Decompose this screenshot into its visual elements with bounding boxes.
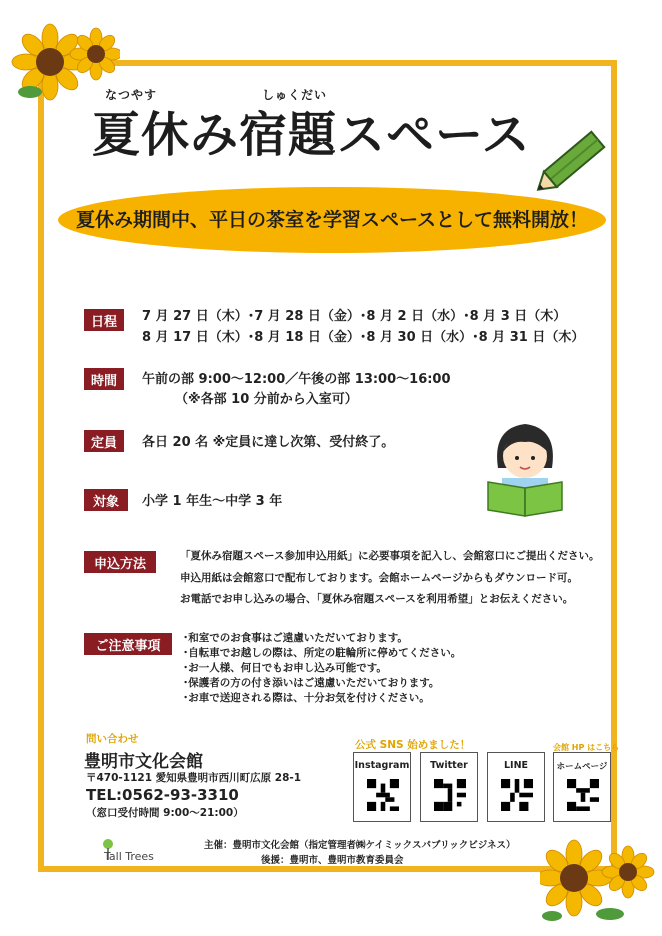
qr-label-instagram: Instagram <box>354 760 410 771</box>
qr-label-twitter: Twitter <box>430 760 468 771</box>
sunflower-bottom-right <box>540 832 655 928</box>
notes-line-2: ･自転車でお越しの際は、所定の駐輪所に停めてください。 <box>183 647 462 659</box>
time-label: 時間 <box>84 368 124 390</box>
sunflower-top-left <box>10 22 120 102</box>
contact-heading: 問い合わせ <box>86 733 139 745</box>
qr-code-icon <box>501 779 533 811</box>
contact-hours: （窓口受付時間 9:00～21:00） <box>86 807 244 819</box>
qr-code-icon <box>367 779 399 811</box>
apply-label: 申込方法 <box>84 551 156 573</box>
qr-card-homepage[interactable] <box>553 752 611 822</box>
schedule-line-2: 8 月 17 日（木）･8 月 18 日（金）･8 月 30 日（水）･8 月 31 日（木） <box>142 330 585 345</box>
qr-code-icon <box>434 779 466 811</box>
page-title: 夏休み宿題スペース <box>92 107 531 163</box>
time-line-2: （※各部 10 分前から入室可） <box>175 392 358 407</box>
contact-tel: TEL:0562-93-3310 <box>86 786 239 804</box>
apply-line-1: 「夏休み宿題スペース参加申込用紙」に必要事項を記入し、会館窓口にご提出ください。 <box>180 550 600 562</box>
title-ruby-natsuyasu: なつやす <box>105 88 158 102</box>
notes-line-1: ･和室でのお食事はご遠慮いただいております。 <box>183 632 408 644</box>
capacity-label: 定員 <box>84 430 124 452</box>
qr-card-line[interactable] <box>487 752 545 822</box>
contact-venue: 豊明市文化会館 <box>84 752 203 772</box>
capacity-text: 各日 20 名 ※定員に達し次第、受付終了。 <box>142 435 395 450</box>
footer-support: 後援：豊明市、豊明市教育委員会 <box>261 855 404 866</box>
notes-label: ご注意事項 <box>84 633 172 655</box>
target-label: 対象 <box>84 489 128 511</box>
notes-line-5: ･お車で送迎される際は、十分お気を付けください。 <box>183 692 430 704</box>
target-text: 小学 1 年生～中学 3 年 <box>142 494 283 509</box>
qr-label-homepage: ホームページ <box>556 762 608 772</box>
time-line-1: 午前の部 9:00～12:00／午後の部 13:00～16:00 <box>142 372 451 387</box>
tall-trees-logo-text: Tall Trees <box>104 850 154 863</box>
notes-line-3: ･お一人様、何日でもお申し込み可能です。 <box>183 662 387 674</box>
hp-heading: 会館 HP はこちら <box>553 743 620 752</box>
apply-line-3: お電話でお申し込みの場合、「夏休み宿題スペースを利用希望」とお伝えください。 <box>180 593 574 605</box>
schedule-label: 日程 <box>84 309 124 331</box>
schedule-line-1: 7 月 27 日（木）･7 月 28 日（金）･8 月 2 日（水）･8 月 3 日（木） <box>142 309 567 324</box>
qr-card-twitter[interactable] <box>420 752 478 822</box>
footer-organizer: 主催：豊明市文化会館（指定管理者㈱ケイミックスパブリックビジネス） <box>204 840 516 851</box>
notes-line-4: ･保護者の方の付き添いはご遠慮いただいております。 <box>183 677 440 689</box>
qr-code-icon <box>567 779 599 811</box>
apply-line-2: 申込用紙は会館窓口で配布しております。会館ホームページからもダウンロード可。 <box>180 572 578 584</box>
qr-label-line: LINE <box>503 760 529 771</box>
reading-girl-illustration <box>480 416 570 520</box>
qr-card-instagram[interactable] <box>353 752 411 822</box>
headline-text: 夏休み期間中、平日の茶室を学習スペースとして無料開放！ <box>75 209 589 231</box>
sns-heading: 公式 SNS 始めました！ <box>355 739 471 751</box>
contact-address: 〒470-1121 愛知県豊明市西川町広原 28-1 <box>86 772 302 784</box>
title-ruby-shukudai: しゅくだい <box>262 88 328 102</box>
